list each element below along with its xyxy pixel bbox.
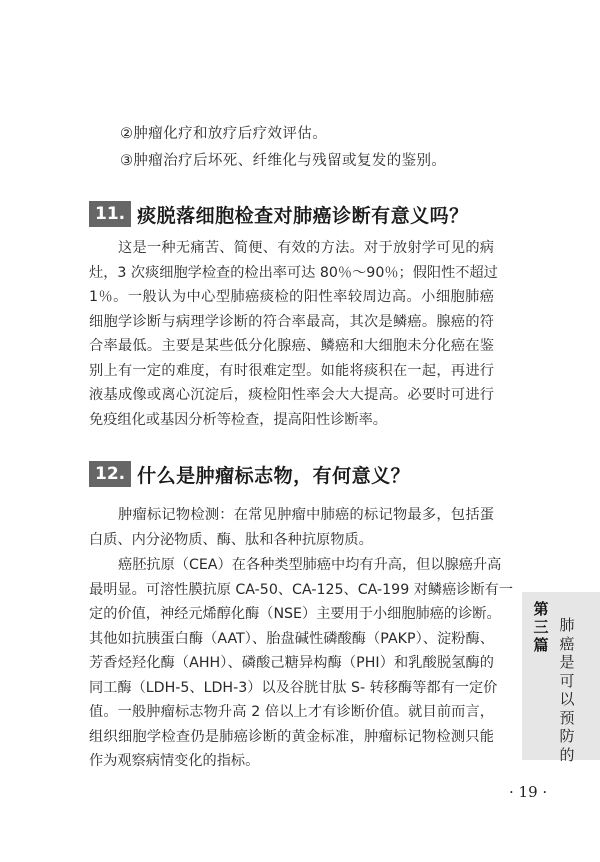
paragraph <box>89 503 494 552</box>
text-line: 癌胚抗原（CEA）在各种类型肺癌中均有升高，但以腺癌升高 <box>118 557 502 573</box>
page-number: · 19 · <box>509 783 548 801</box>
text-line: 合率最低。主要是某些低分化腺癌、鳞癌和大细胞未分化癌在鉴 <box>89 338 494 354</box>
text-line: 这是一种无痛苦、简便、有效的方法。对于放射学可见的病 <box>118 240 494 256</box>
text-line: 组织细胞学检查仍是肺癌诊断的黄金标准，肿瘤标记物检测只能 <box>89 728 494 745</box>
text-line: 液基成像或离心沉淀后，痰检阳性率会大大提高。必要时可进行 <box>89 387 494 403</box>
text-line: 肿瘤标记物检测：在常见肿瘤中肺癌的标记物最多，包括蛋 <box>118 507 494 523</box>
paragraph <box>89 553 514 774</box>
section-title: 什么是肿瘤标志物，有何意义？ <box>137 464 411 487</box>
text-line: 定的价值，神经元烯醇化酶（NSE）主要用于小细胞肺癌的诊断。 <box>89 606 501 622</box>
list-item: ③肿瘤治疗后坏死、纤维化与残留或复发的鉴别。 <box>120 153 447 169</box>
section-heading <box>89 200 469 228</box>
side-tab-title: 肺癌是可以预防的 <box>559 616 575 764</box>
side-tab-part: 第三篇 <box>533 600 549 654</box>
chapter-side-tab <box>522 592 600 764</box>
text-line: 1％。一般认为中心型肺癌痰检的阳性率较周边高。小细胞肺癌 <box>89 289 494 305</box>
text-line: 别上有一定的难度，有时很难定型。如能将痰积在一起，再进行 <box>89 362 494 379</box>
text-line: 其他如抗胰蛋白酶（AAT）、胎盘碱性磷酸酶（PAKP）、淀粉酶、 <box>89 630 494 647</box>
text-line: 芳香烃羟化酶（AHH）、磷酸己糖异构酶（PHI）和乳酸脱氢酶的 <box>89 655 494 671</box>
paragraph <box>89 236 498 432</box>
text-line: 最明显。可溶性膜抗原 CA-50、CA-125、CA-199 对鳞癌诊断有一 <box>89 581 514 598</box>
text-line: 同工酶（LDH-5、LDH-3）以及谷胱甘肽 S- 转移酶等都有一定价 <box>89 679 498 696</box>
text-line: 灶，3 次痰细胞学检查的检出率可达 80％～90％；假阳性不超过 <box>89 264 498 281</box>
list-item: ②肿瘤化疗和放疗后疗效评估。 <box>120 126 328 142</box>
section-title: 痰脱落细胞检查对肺癌诊断有意义吗？ <box>137 204 469 227</box>
question-number-badge: 11. <box>89 201 131 227</box>
text-line: 细胞学诊断与病理学诊断的符合率最高，其次是鳞癌。腺癌的符 <box>89 313 494 330</box>
text-line: 白质、内分泌物质、酶、肽和各种抗原物质。 <box>89 531 373 548</box>
text-line: 值。一般肿瘤标志物升高 2 倍以上才有诊断价值。就目前而言， <box>89 704 494 720</box>
text-line: 免疫组化或基因分析等检查，提高阳性诊断率。 <box>89 411 387 428</box>
question-number-badge: 12. <box>89 461 131 487</box>
text-line: 作为观察病情变化的指标。 <box>89 753 260 769</box>
section-heading <box>89 460 410 488</box>
